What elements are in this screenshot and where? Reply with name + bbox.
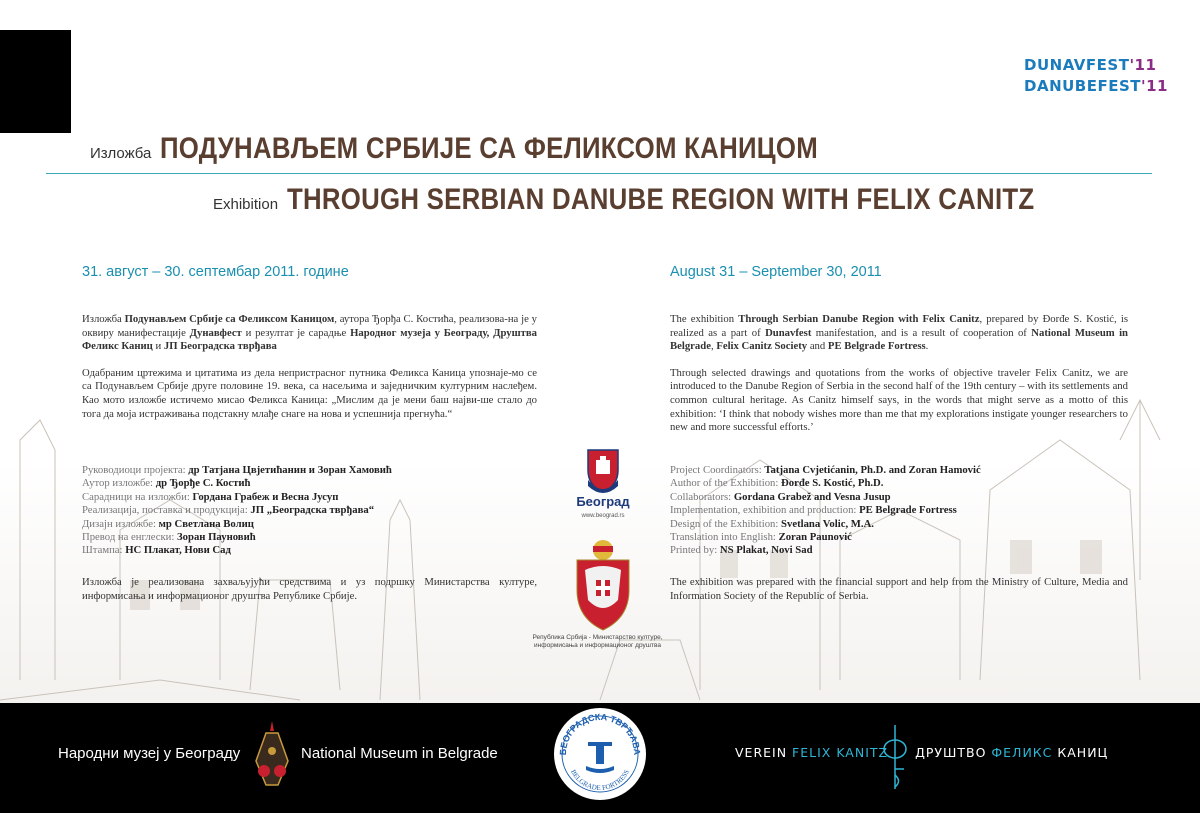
credit-line: Design of the Exhibition: Svetlana Volic, M.A. [670,517,874,530]
title-english-main: THROUGH SERBIAN DANUBE REGION WITH FELIX CANITZ [286,183,1034,216]
english-text [670,313,1128,448]
serbian-support: Изложба је реализована захваљујући средствима и уз подршку Министарства културе, информисања и информационог друштва Републике Србије. [82,576,537,602]
belgrade-coat-of-arms-icon [560,440,685,635]
serbian-credits [82,464,537,558]
credit-line: Implementation, exhibition and production: PE Belgrade Fortress [670,504,957,517]
center-emblems [560,440,685,640]
credit-line: Дизајн изложбе: мр Светлана Волиц [82,517,254,530]
credit-line: Реализација, поставка и продукција: ЈП „Београдска тврђава“ [82,504,375,517]
belgrade-fortress-logo-icon [552,706,648,802]
credit-line: Author of the Exhibition: Đorđe S. Kostić, Ph.D. [670,477,884,490]
credit-line: Аутор изложбе: др Ђорђе С. Костић [82,477,251,490]
serbian-paragraph-1: Изложба Подунављем Србије са Феликсом Каницом, аутора Ђорђа С. Костића, реализова-на је у оквиру манифестације Дунавфест и резултат је сарадње Народног музеја у Београду, Друштва Феликс Каниц и ЈП Београдска тврђава [82,313,537,353]
title-english [213,183,1156,217]
national-museum-logo-icon [248,721,296,789]
credit-line: Превод на енглески: Зоран Пауновић [82,531,256,544]
museum-name-english: National Museum in Belgrade [301,745,498,762]
english-paragraph-1: The exhibition Through Serbian Danube Region with Felix Canitz, prepared by Đorđe S. Kostić, is realized as a part of Dunavfest manifestation, and is a result of cooperation of National Museum in Belgrade, Felix Canitz Society and PE Belgrade Fortress. [670,313,1128,353]
title-english-prefix: Exhibition [213,196,279,213]
credit-line: Сарадници на изложби: Гордана Грабеж и Весна Јусуп [82,490,339,503]
serbian-text [82,313,537,434]
divider-line [46,173,1152,174]
credit-line: Руководиоци пројекта: др Татјана Цвјетићанин и Зоран Хамовић [82,464,392,476]
english-paragraph-2: Through selected drawings and quotations from the works of objective traveler Felix Canitz, we are introduced to the Danube Region of Serbia in the second half of the 19th century – with its settlements and common cultural heritage. As Canitz himself says, in the words that might serve as a motto of this exhibition: ‘I think that nobody wishes more than me that my explorations instigate younger researchers to new and more successful efforts.’ [670,366,1128,434]
footer-bar [0,703,1200,813]
fortress-text-bottom: BELGRADE FORTRESS [568,768,632,793]
date-serbian: 31. август – 30. септембар 2011. године [82,264,349,280]
felix-kanitz-logo-icon [880,725,910,789]
belgrade-url: www.beograd.rs [581,513,625,519]
credit-line: Translation into English: Zoran Paunović [670,531,852,544]
title-serbian-prefix: Изложба [90,145,152,162]
festival-logo: DUNAVFEST'11 DANUBEFEST'11 [1024,56,1168,95]
credit-line: Printed by: NS Plakat, Novi Sad [670,544,813,557]
english-support: The exhibition was prepared with the financial support and help from the Ministry of Culture, Media and Information Society of the Republic of Serbia. [670,576,1128,602]
serbia-coat-of-arms-icon [577,540,629,630]
felix-kanitz-society: VEREIN FELIX KANITZ ДРУШТВО ФЕЛИКС КАНИЦ [735,745,1109,760]
credit-line: Collaborators: Gordana Grabež and Vesna Jusup [670,490,891,503]
title-serbian [90,132,925,166]
serbian-paragraph-2: Одабраним цртежима и цитатима из дела непристрасног путника Феликса Каница упознаје-мо се са Подунављем Србије друге половине 19. века, са насељима и заједничким културним наслеђем. Као мото изложбе истичемо мисао Феликса Каница: „Мислим да је мени баш најви-ше стало до тога да моја истраживања подстакну млађе снаге на нова и успешнија прегнућа.“ [82,366,537,420]
english-credits [670,464,1128,558]
ministry-caption: Република Србија - Министарство културе, информисања и информационог друштва [532,634,663,649]
fortress-text-top: БЕОГРАДСКА ТВРЂАВА [557,711,643,756]
corner-block [0,30,71,133]
belgrade-label: Београд [576,494,630,509]
title-serbian-main: ПОДУНАВЉЕМ СРБИЈЕ СА ФЕЛИКСОМ КАНИЦОМ [159,132,818,165]
credit-line: Штампа: НС Плакат, Нови Сад [82,544,231,557]
date-english: August 31 – September 30, 2011 [670,264,882,280]
credit-line: Project Coordinators: Tatjana Cvjetićanin, Ph.D. and Zoran Hamović [670,464,981,476]
museum-name-serbian: Народни музеј у Београду [58,745,241,762]
